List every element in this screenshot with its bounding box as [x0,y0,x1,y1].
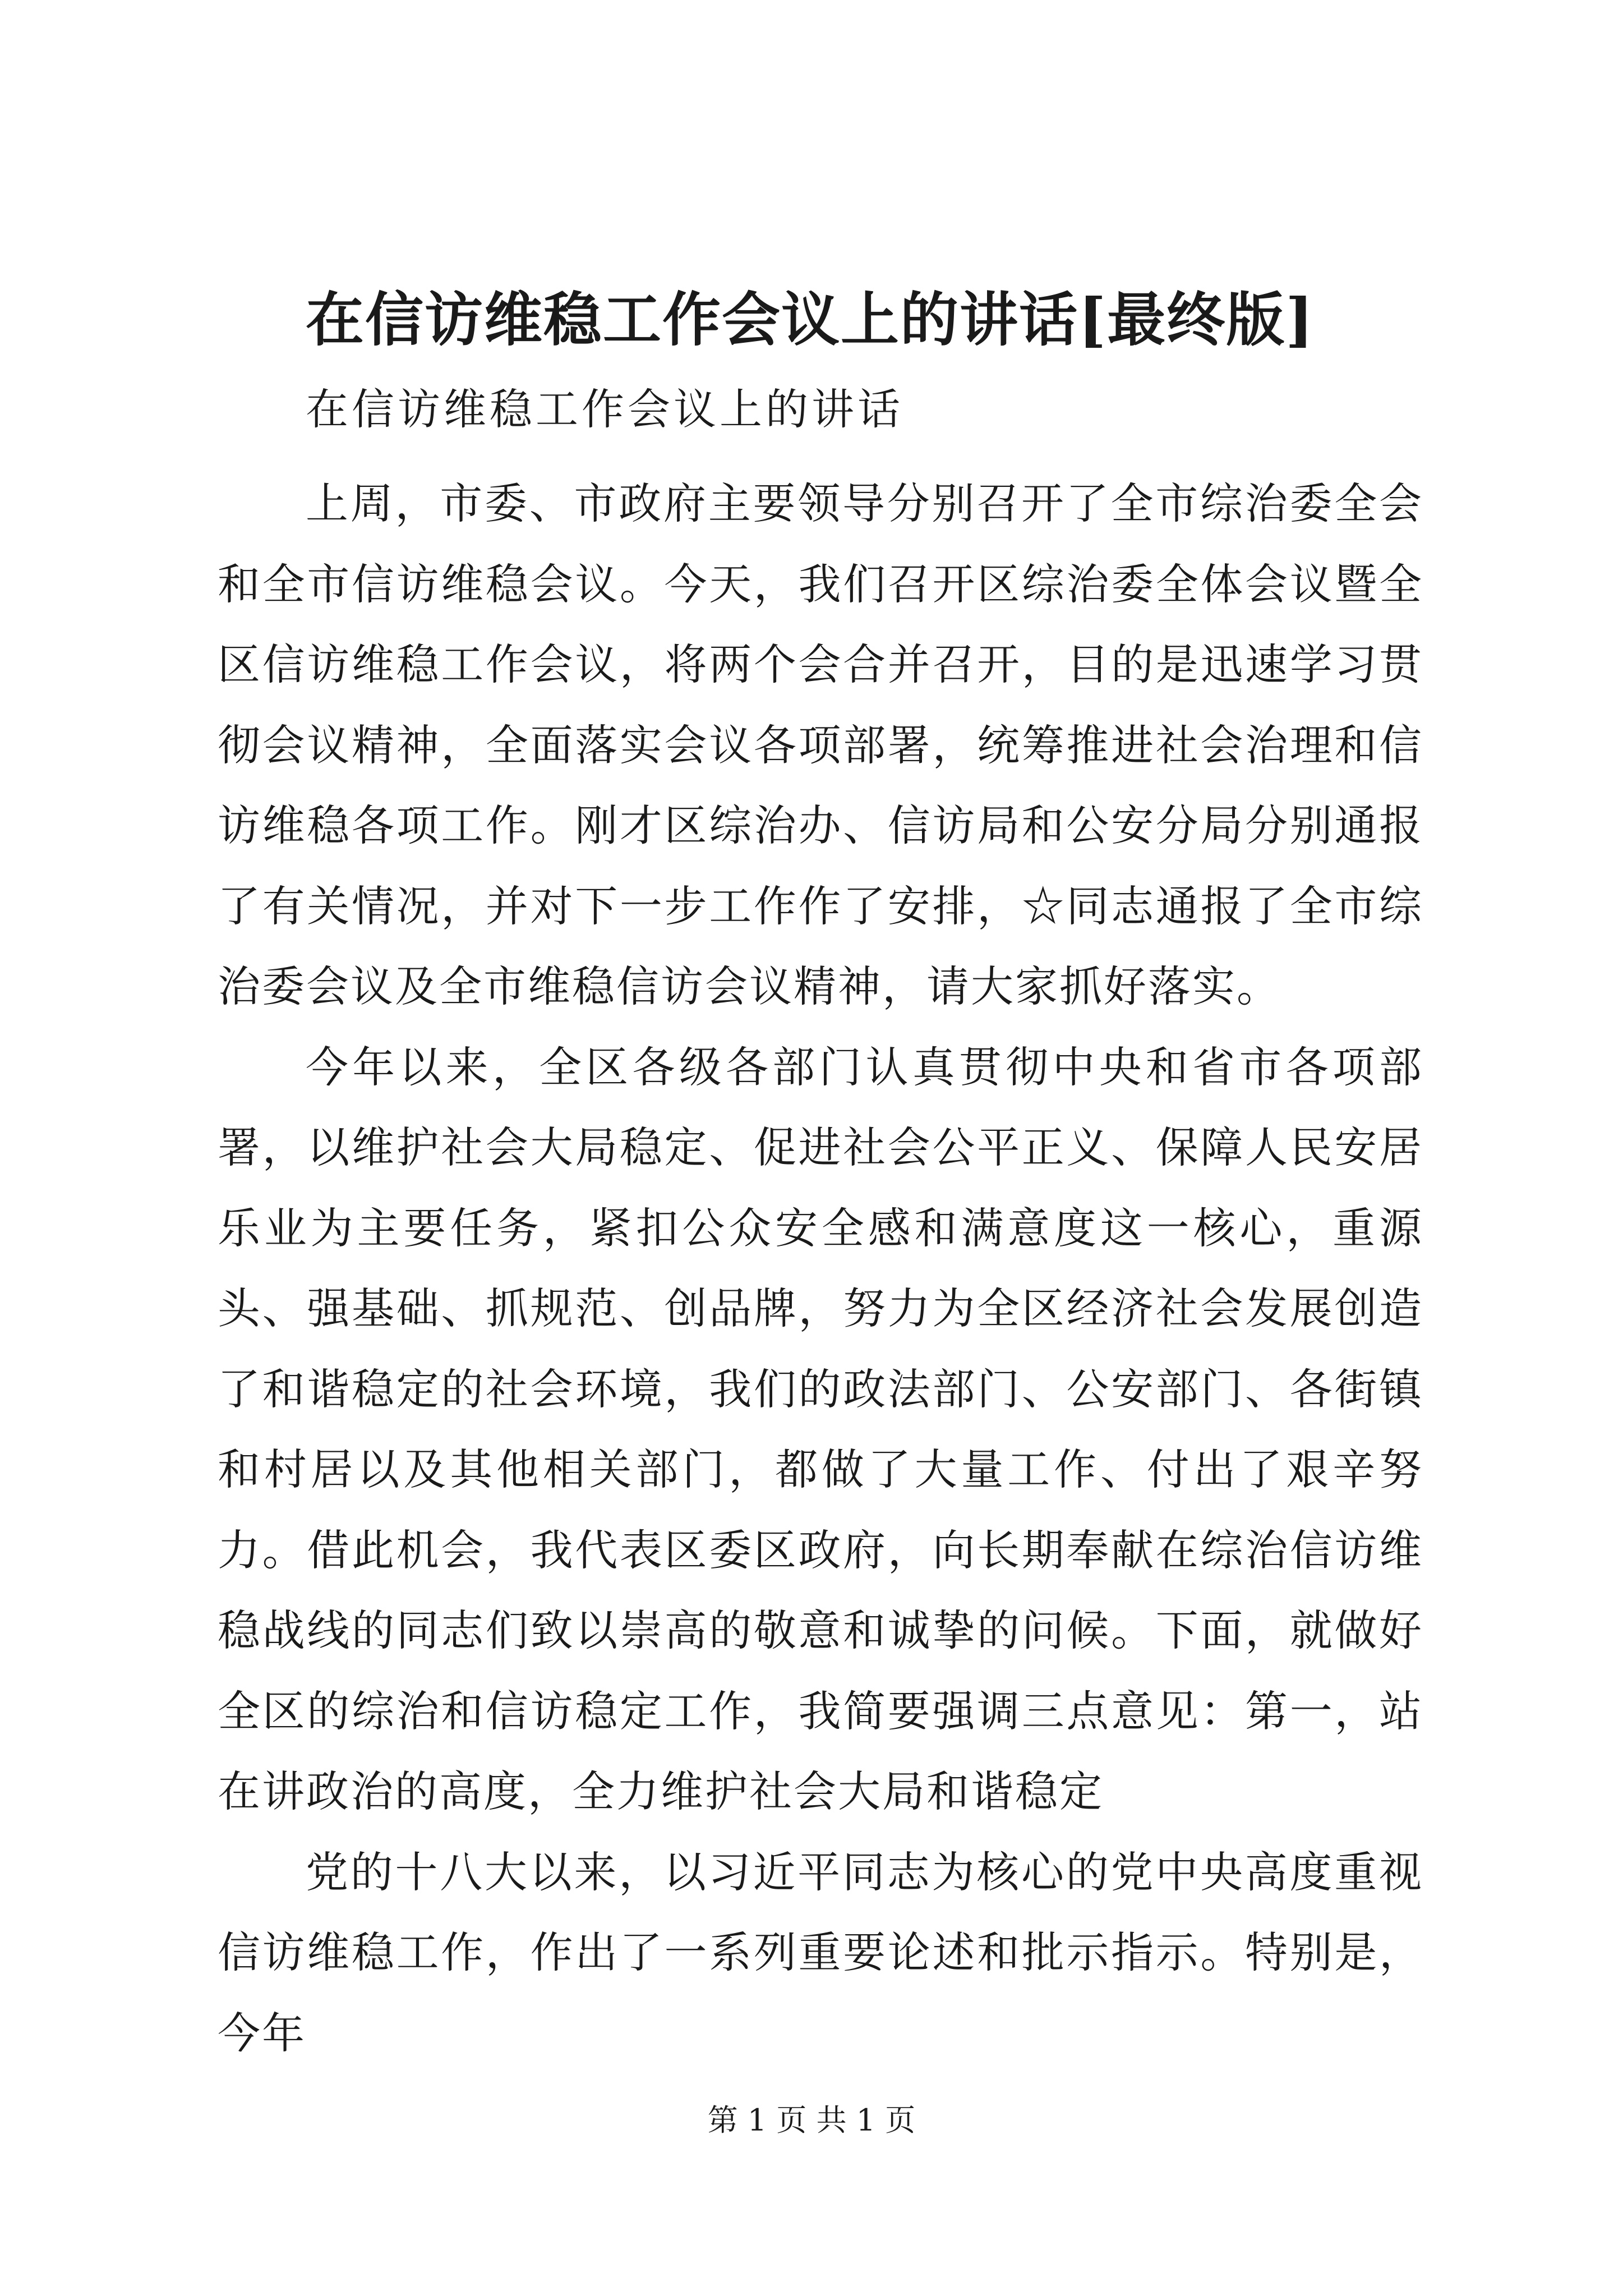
document-body [218,463,1423,2073]
body-paragraph-1: 上周，市委、市政府主要领导分别召开了全市综治委全会和全市信访维稳会议。今天，我们召开区综治委全体会议暨全区信访维稳工作会议，将两个会合并召开，目的是迅速学习贯彻会议精神，全面落实会议各项部署，统筹推进社会治理和信访维稳各项工作。刚才区综治办、信访局和公安分局分别通报了有关情况，并对下一步工作作了安排，☆同志通报了全市综治委会议及全市维稳信访会议精神，请大家抓好落实。 [218,478,1423,1011]
document-subtitle: 在信访维稳工作会议上的讲话 [306,384,903,434]
body-paragraph-2: 今年以来，全区各级各部门认真贯彻中央和省市各项部署，以维护社会大局稳定、促进社会公平正义、保障人民安居乐业为主要任务，紧扣公众安全感和满意度这一核心，重源头、强基础、抓规范、创品牌，努力为全区经济社会发展创造了和谐稳定的社会环境，我们的政法部门、公安部门、各街镇和村居以及其他相关部门，都做了大量工作、付出了艰辛努力。借此机会，我代表区委区政府，向长期奉献在综治信访维稳战线的同志们致以崇高的敬意和诚挚的问候。下面，就做好全区的综治和信访稳定工作，我简要强调三点意见：第一，站在讲政治的高度，全力维护社会大局和谐稳定 [218,1042,1423,1816]
page-number-footer: 第 1 页 共 1 页 [707,2102,916,2138]
document-title: 在信访维稳工作会议上的讲话[最终版] [306,285,1315,354]
body-paragraph-3: 党的十八大以来，以习近平同志为核心的党中央高度重视信访维稳工作，作出了一系列重要论述和批示指示。特别是，今年 [218,1847,1423,2058]
